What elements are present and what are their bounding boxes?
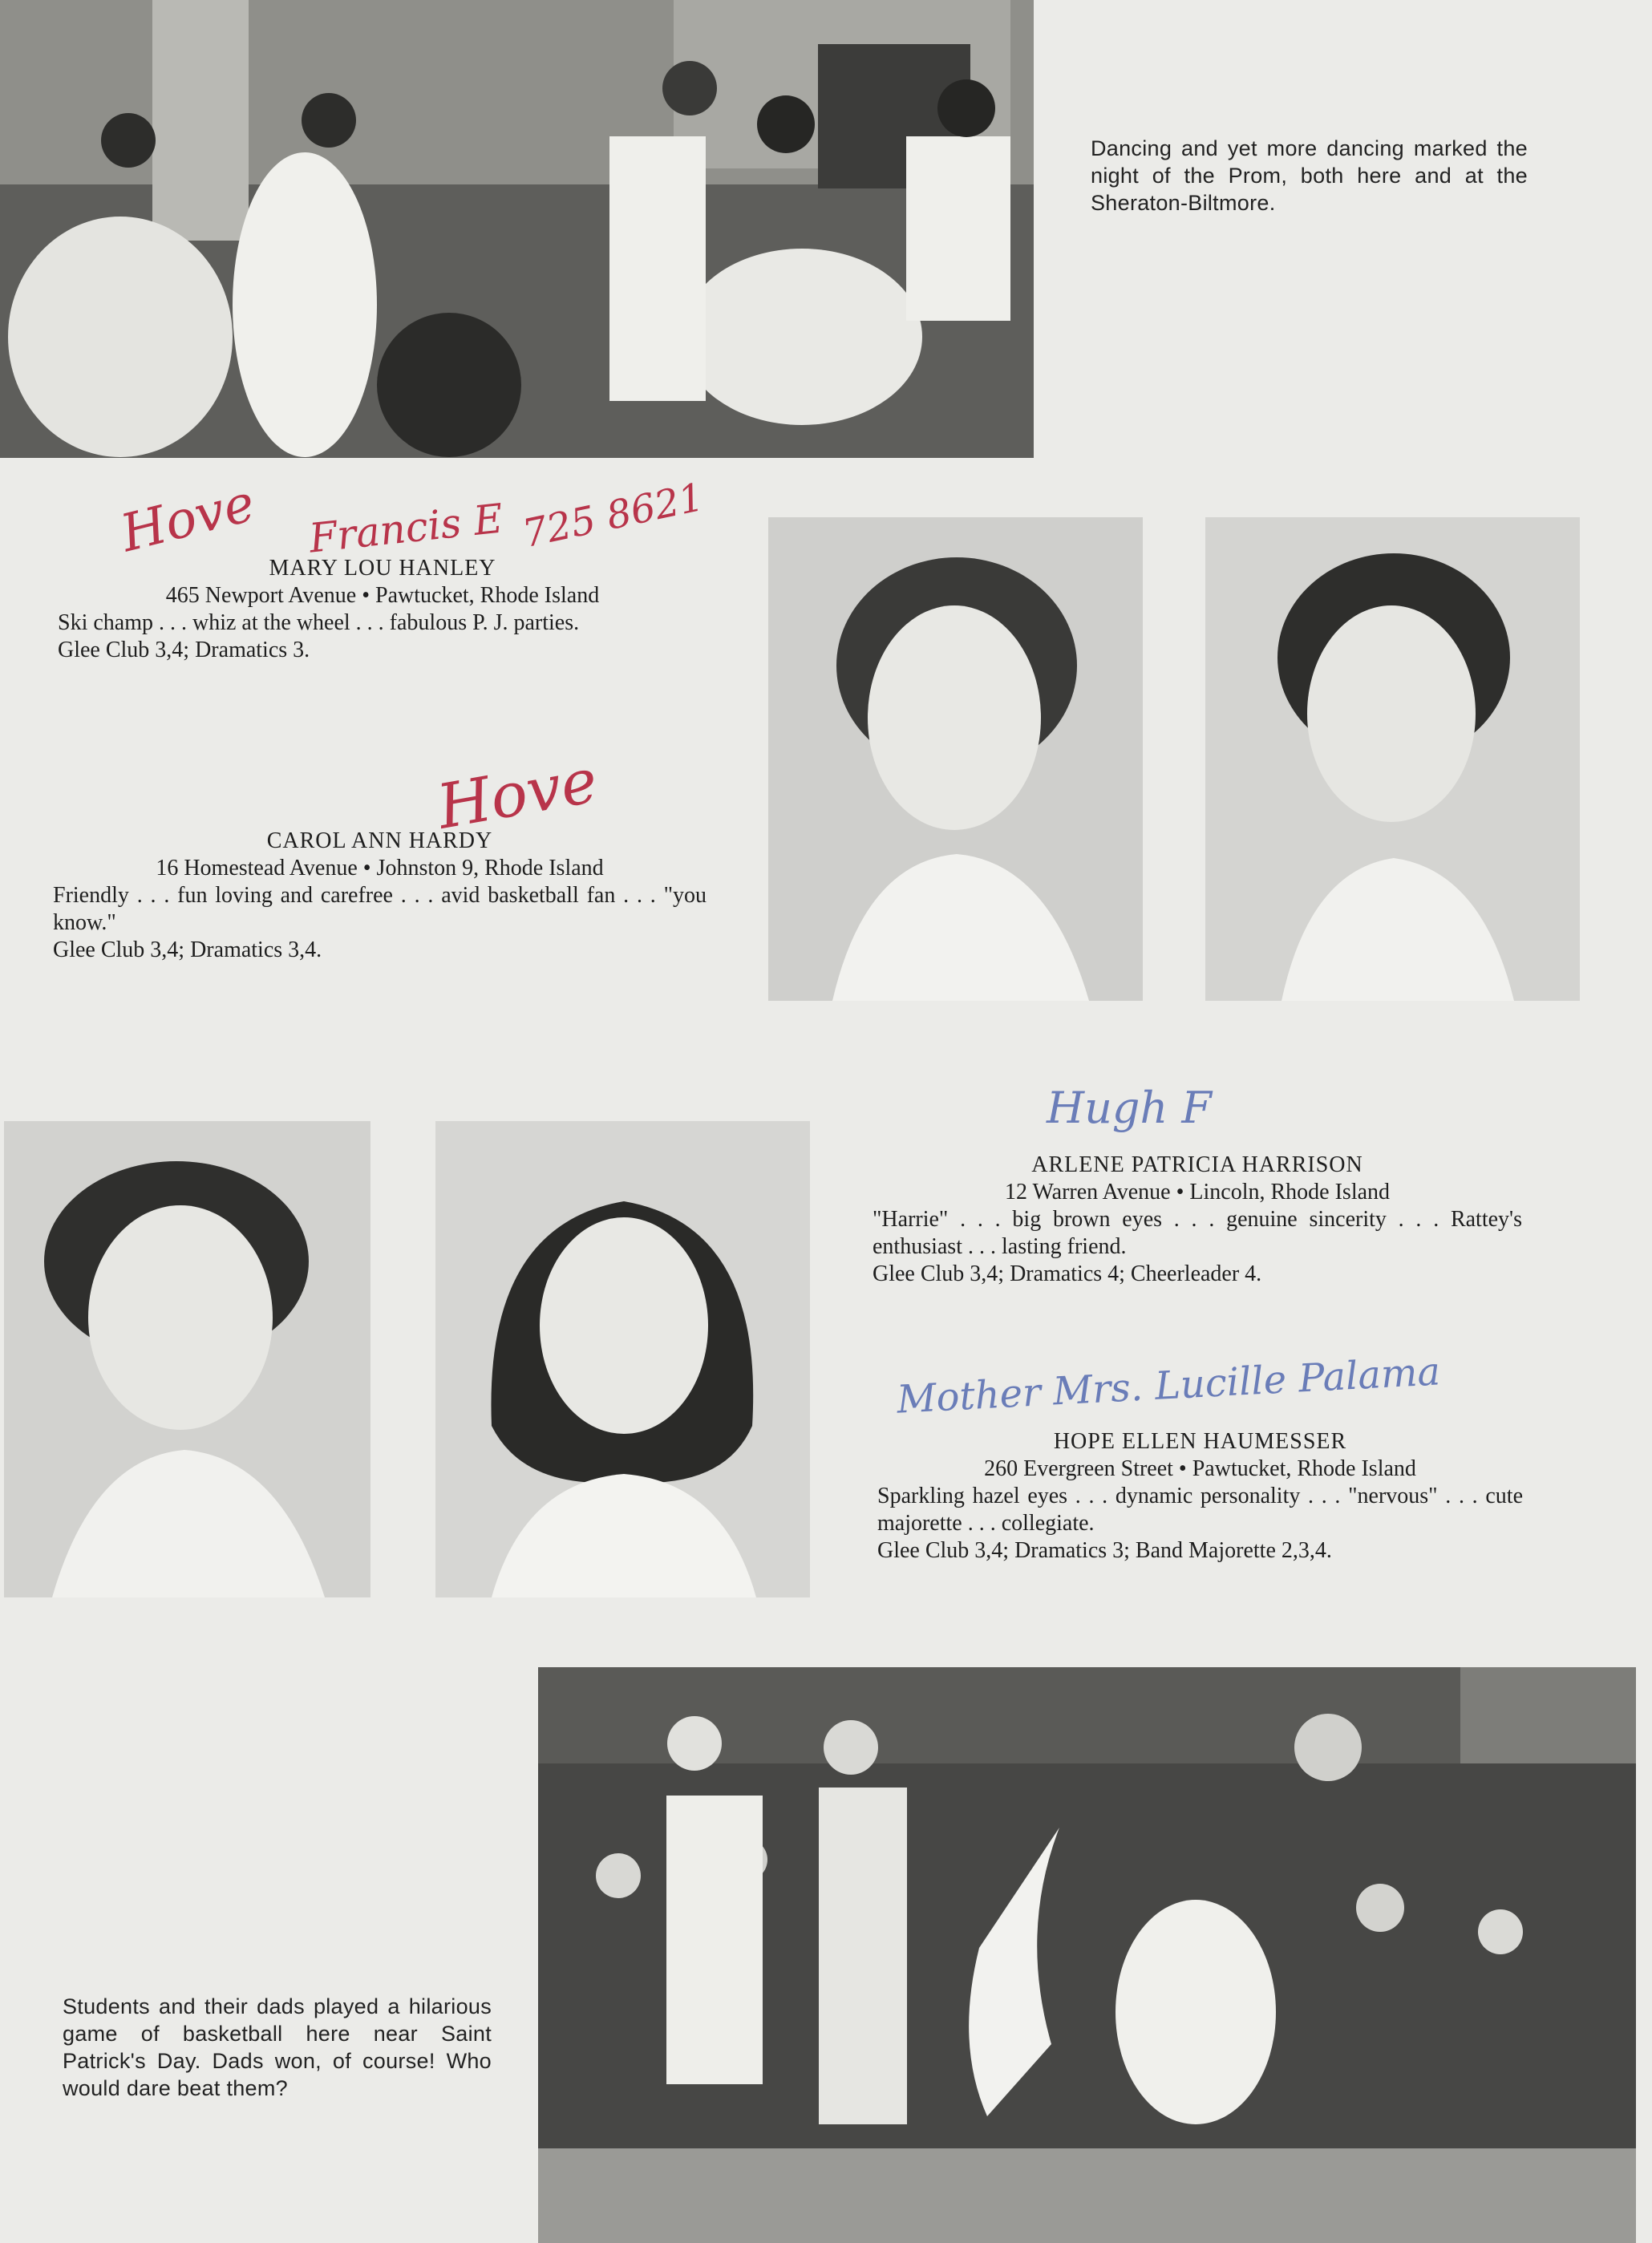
portrait-illustration (4, 1121, 370, 1597)
handwritten-note-hardy: Hove (431, 744, 603, 843)
prom-dance-photo (0, 0, 1034, 458)
handwritten-note-harrison: Hugh F (1047, 1083, 1212, 1133)
basketball-photo-illustration (538, 1667, 1636, 2243)
student-name: CAROL ANN HARDY (266, 828, 493, 853)
student-description: Ski champ . . . whiz at the wheel . . . fabulous P. J. parties. (58, 610, 580, 635)
portrait-hanley (768, 517, 1143, 1001)
student-address: 16 Homestead Avenue • Johnston 9, Rhode Island (156, 856, 604, 881)
prom-photo-illustration (0, 0, 1034, 458)
prom-caption: Dancing and yet more dancing marked the night of the Prom, both here and at the Sheraton-Biltmore. (1091, 136, 1528, 215)
student-description: "Harrie" . . . big brown eyes . . . genuine sincerity . . . Rattey's enthusiast . . . lasting friend. (873, 1207, 1522, 1259)
student-description: Friendly . . . fun loving and carefree . . . avid basketball fan . . . "you know." (53, 883, 707, 935)
handwritten-note-hanley-1: Hove (115, 473, 261, 565)
student-description: Sparkling hazel eyes . . . dynamic personality . . . "nervous" . . . cute majorette . . . collegiate. (877, 1484, 1523, 1536)
portrait-illustration (435, 1121, 810, 1597)
student-name: HOPE ELLEN HAUMESSER (1053, 1429, 1347, 1454)
handwritten-note-hanley-2: Francis E (306, 495, 506, 562)
basketball-game-photo (538, 1667, 1636, 2243)
student-address: 465 Newport Avenue • Pawtucket, Rhode Island (165, 583, 600, 608)
handwritten-note-haumesser: Mother Mrs. Lucille Palama (895, 1349, 1442, 1423)
student-name: MARY LOU HANLEY (269, 556, 496, 581)
portrait-hardy (1205, 517, 1580, 1001)
student-activities: Glee Club 3,4; Dramatics 3. (58, 638, 310, 662)
student-bio-hanley (58, 555, 707, 664)
student-bio-harrison (873, 1152, 1522, 1288)
handwritten-note-hanley-3: 725 8621 (518, 474, 708, 557)
portrait-illustration (768, 517, 1143, 1001)
portrait-haumesser (435, 1121, 810, 1597)
student-name: ARLENE PATRICIA HARRISON (1031, 1152, 1363, 1177)
student-activities: Glee Club 3,4; Dramatics 4; Cheerleader 4. (873, 1261, 1262, 1286)
portrait-harrison (4, 1121, 370, 1597)
student-activities: Glee Club 3,4; Dramatics 3,4. (53, 937, 322, 962)
basketball-caption: Students and their dads played a hilarious game of basketball here near Saint Patrick's Day. Dads won, of course! Who would dare beat them? (63, 1994, 492, 2100)
student-address: 260 Evergreen Street • Pawtucket, Rhode Island (984, 1456, 1416, 1481)
student-bio-hardy (53, 828, 707, 964)
student-address: 12 Warren Avenue • Lincoln, Rhode Island (1004, 1180, 1391, 1204)
student-activities: Glee Club 3,4; Dramatics 3; Band Majorette 2,3,4. (877, 1538, 1332, 1563)
portrait-illustration (1205, 517, 1580, 1001)
student-bio-haumesser (877, 1428, 1523, 1565)
